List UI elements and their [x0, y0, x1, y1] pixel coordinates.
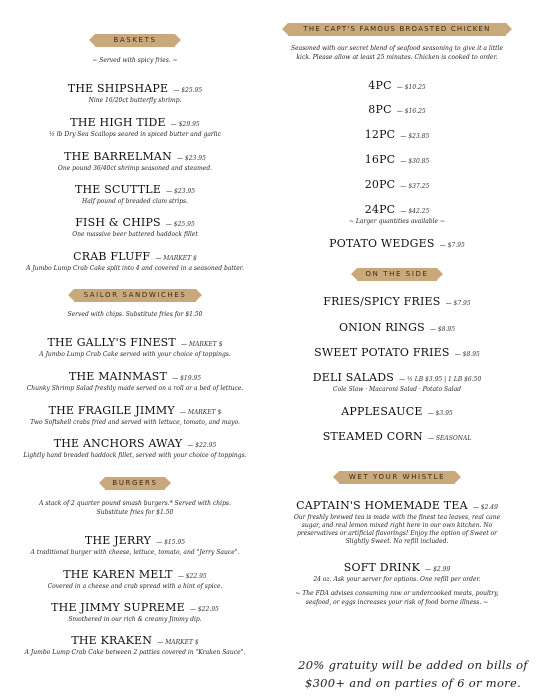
item-name: 12PC [364, 128, 396, 141]
menu-item [282, 148, 512, 167]
item-price: — $2.49 [472, 504, 498, 511]
item-price: — $7.95 [439, 242, 465, 249]
item-name: THE KRAKEN [71, 634, 153, 647]
fda-disclaimer: ~ The FDA advises consuming raw or undercooked meats, poultry, seafood, or eggs increases your risk of food borne illness. ~ [295, 590, 499, 606]
sailor-note: Served with chips. Substitute fries for $1.50 [67, 311, 203, 318]
item-price: — ½ LB $3.95 | 1 LB $6.50 [399, 376, 482, 383]
menu-item [10, 145, 260, 173]
menu-item [282, 341, 512, 360]
item-desc: A traditional burger with cheese, lettuce, tomato, and "Jerry Sauce". [30, 549, 240, 556]
item-price: — $10.25 [396, 84, 426, 91]
item-price: — $7.95 [445, 300, 471, 307]
menu-item [10, 178, 260, 206]
menu-item [10, 529, 260, 557]
item-price: — $22.95 [187, 442, 217, 449]
item-name: 4PC [368, 79, 392, 92]
menu-item [10, 77, 260, 105]
menu-item [282, 366, 512, 394]
item-price: — $3.95 [427, 410, 453, 417]
menu-item [10, 563, 260, 591]
item-price: — $23.95 [177, 155, 206, 162]
item-name: POTATO WEDGES [329, 237, 435, 250]
menu-item [282, 290, 512, 309]
menu-item [282, 123, 512, 142]
menu-item [10, 331, 260, 359]
item-price: — MARKET $ [157, 639, 199, 646]
item-desc: Smothered in our rich & creamy Jimmy dip. [68, 616, 202, 623]
item-name: APPLESAUCE [341, 405, 423, 418]
item-price: — MARKET $ [155, 255, 197, 262]
item-desc: Cole Slaw · Macaroni Salad · Potato Salad [333, 386, 461, 393]
menu-item [282, 232, 512, 251]
menu-item [10, 432, 260, 460]
baskets-banner: BASKETS [95, 34, 175, 47]
menu-item [282, 98, 512, 117]
item-desc: 24 oz. Ask your server for options. One refill per order. [313, 576, 481, 583]
item-price: — $25.95 [173, 87, 203, 94]
baskets-note: ~ Served with spicy fries. ~ [92, 57, 178, 64]
item-name: THE GALLY'S FINEST [47, 336, 176, 349]
item-name: FRIES/SPICY FRIES [323, 295, 441, 308]
item-price: — $25.95 [165, 221, 195, 228]
item-name: ONION RINGS [338, 321, 425, 334]
item-name: 24PC [364, 203, 396, 216]
item-price: — $2.99 [425, 566, 451, 573]
item-name: THE HIGH TIDE [70, 116, 166, 129]
menu-item [10, 399, 260, 427]
item-price: — $37.25 [400, 183, 430, 190]
item-price: — $19.95 [172, 375, 202, 382]
item-name: SWEET POTATO FRIES [314, 346, 450, 359]
chicken-note: Seasoned with our secret blend of seafood seasoning to give it a little kick. Please allow at least 25 minutes. Chicken is cooked to order. [290, 45, 504, 61]
item-price: — SEASONAL [427, 435, 472, 442]
menu-item [10, 245, 260, 273]
menu-item [282, 556, 512, 584]
item-desc: One massive beer battered haddock fillet [72, 231, 198, 238]
gratuity-note: 20% gratuity will be added on bills of $300+ and on parties of 6 or more. [298, 658, 528, 690]
menu-item [10, 111, 260, 139]
item-desc: A Jumbo Lump Crab Cake split into 4 and covered in a seasoned batter. [26, 265, 244, 272]
item-desc: Half pound of breaded clam strips. [81, 198, 189, 205]
item-name: SOFT DRINK [343, 561, 421, 574]
item-name: THE JERRY [84, 534, 152, 547]
item-price: — $23.95 [166, 188, 196, 195]
item-desc: Lightly hand breaded haddock fillet, served with your choice of toppings. [23, 452, 247, 459]
item-desc: Our freshly brewed tea is made with the finest tea leaves, real cane sugar, and real lemon mixed right here in our own kitchen. No preservatives or artificial flavorings! Enjoy the option of Sweet or Slightly Sweet. No refill included. [293, 514, 501, 545]
menu-item [10, 629, 260, 657]
menu-item [10, 211, 260, 239]
item-price: — $15.95 [156, 539, 186, 546]
item-desc: Two Softshell crabs fried and served with lettuce, tomato, and mayo. [30, 419, 240, 426]
item-name: THE SCUTTLE [74, 183, 162, 196]
item-price: — $16.25 [396, 108, 426, 115]
item-price: — $30.85 [400, 158, 430, 165]
menu-item [282, 198, 512, 226]
item-price: — $22.95 [177, 573, 207, 580]
item-name: DELI SALADS [312, 371, 395, 384]
item-name: 8PC [368, 103, 392, 116]
item-name: CRAB FLUFF [73, 250, 151, 263]
item-name: THE KAREN MELT [63, 568, 173, 581]
item-name: THE SHIPSHAPE [67, 82, 169, 95]
item-price: — $29.95 [170, 121, 200, 128]
item-desc: Covered in a cheese and crab spread with a hint of spice. [47, 583, 223, 590]
menu-item [282, 494, 512, 546]
menu-item [282, 74, 512, 93]
whistle-banner: WET YOUR WHISTLE [339, 471, 455, 484]
chicken-banner: THE CAPT'S FAMOUS BROASTED CHICKEN [288, 23, 506, 36]
item-price: — MARKET $ [181, 341, 223, 348]
item-price: — MARKET $ [179, 409, 222, 416]
item-price: — $23.85 [400, 133, 430, 140]
item-price: — $42.25 [400, 208, 430, 215]
sailor-banner: SAILOR SANDWICHES [74, 289, 196, 302]
item-desc: Chunky Shrimp Salad freshly made served on a roll or a bed of lettuce. [26, 385, 244, 392]
item-name: THE FRAGILE JIMMY [48, 404, 175, 417]
menu-item [282, 400, 512, 419]
item-name: 20PC [364, 178, 396, 191]
menu-item [282, 425, 512, 444]
burgers-banner: BURGERS [105, 477, 165, 490]
item-name: THE ANCHORS AWAY [53, 437, 183, 450]
item-name: THE BARRELMAN [64, 150, 172, 163]
item-desc: One pound 36/40ct shrimp seasoned and steamed. [57, 165, 213, 172]
menu-item [10, 596, 260, 624]
burgers-note: A stack of 2 quarter pound smash burgers.* Served with chips. Substitute fries for $1.50 [39, 500, 231, 516]
item-name: CAPTAIN'S HOMEMADE TEA [296, 499, 468, 512]
menu-item [282, 173, 512, 192]
item-name: THE JIMMY SUPREME [51, 601, 185, 614]
side-banner: ON THE SIDE [357, 268, 437, 281]
item-price: — $8.95 [454, 351, 480, 358]
item-name: THE MAINMAST [68, 370, 168, 383]
item-name: 16PC [364, 153, 396, 166]
item-name: STEAMED CORN [322, 430, 423, 443]
item-price: — $22.95 [189, 606, 219, 613]
menu-item [282, 316, 512, 335]
item-desc: ½ lb Dry Sea Scallops seared in spiced butter and garlic [49, 131, 221, 138]
item-desc: Nine 16/20ct butterfly shrimp. [88, 97, 182, 104]
item-desc: A Jumbo Lump Crab Cake served with your choice of toppings. [39, 351, 231, 358]
item-name: FISH & CHIPS [75, 216, 161, 229]
item-desc: A Jumbo Lump Crab Cake between 2 patties covered in "Kraken Sauce". [24, 649, 246, 656]
item-price: — $8.95 [429, 326, 456, 333]
item-desc: ~ Larger quantities available ~ [348, 218, 446, 225]
menu-item [10, 365, 260, 393]
